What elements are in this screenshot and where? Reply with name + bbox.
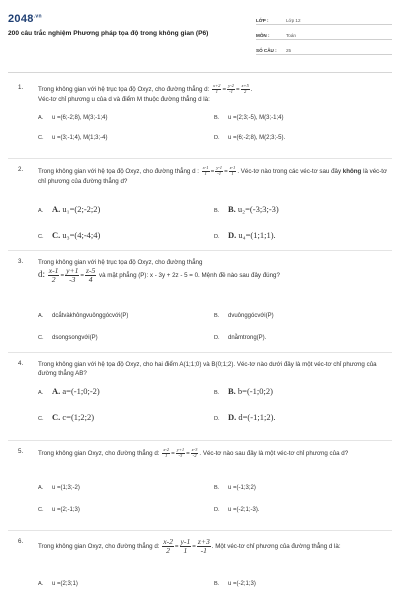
option-a[interactable]: A. dcắtvàkhôngvuônggócvới(P) (38, 313, 129, 319)
option-d[interactable]: D. D. u₄=(1;1;1). (214, 230, 276, 240)
document-meta (256, 14, 392, 59)
question-separator (8, 158, 392, 159)
option-a[interactable]: A. u =(6;-2;8), M(3;-1;4) (38, 115, 108, 121)
question-text: Trong không gian với hệ tọa độ Oxyz, cho đường thẳng d : $\frac{x-1}{1}$ = $\frac{y-1}{-1}$ = $\frac{z-1}{1}$ . Véc-tơ nào trong các véc-tơ sau đây không là véc-tơ chỉ phương của đường thẳng d? (38, 165, 388, 185)
option-c[interactable]: C. u =(3;-1;4), M(1;3;-4) (38, 135, 108, 141)
option-c[interactable]: C. u =(2;-1;3) (38, 507, 80, 513)
question-separator (8, 530, 392, 531)
option-d[interactable]: D. dnằmtrong(P). (214, 335, 267, 341)
option-a[interactable]: A. A. a=(-1;0;-2) (38, 386, 100, 396)
option-b[interactable]: B. B. u₂=(-3;3;-3) (214, 204, 279, 214)
option-d[interactable]: D. u =(-2;1;-3). (214, 507, 260, 513)
option-a[interactable]: A. u =(2;3;1) (38, 581, 78, 587)
question-6: 6. Trong không gian Oxyz, cho đường thẳng d: $\frac{x-2}{2}$ = $\frac{y-1}{1}$ = $\frac{z+3}{-1}$ . Một véc-tơ chỉ phương của đường thẳng d là: A. u =(2;3;1) B. u =(-2;1;3) (8, 538, 392, 598)
option-a[interactable]: A. A. u₁=(2;-2;2) (38, 204, 101, 214)
question-separator (8, 440, 392, 441)
question-text: Trong không gian với hệ tọa độ Oxyz, cho hai điểm A(1;1;0) và B(0;1;2). Véc-tơ nào dưới đây là một véc-tơ chỉ phương của đường thẳng AB? (38, 361, 377, 378)
header-divider (8, 72, 392, 73)
document-title: 200 câu trắc nghiệm Phương pháp tọa độ trong không gian (P6) (8, 30, 209, 37)
option-a[interactable]: A. u =(1;3;-2) (38, 485, 80, 491)
option-b[interactable]: B. u =(-2;1;3) (214, 581, 256, 587)
question-separator (8, 250, 392, 251)
question-2: 2. Trong không gian với hệ tọa độ Oxyz, cho đường thẳng d : $\frac{x-1}{1}$ = $\frac{y-1}{-1}$ = $\frac{z-1}{1}$ . Véc-tơ nào trong các véc-tơ sau đây không là véc-tơ chỉ phương của đường thẳng d? A. A. u₁=(2;-2;2) B. B. u₂=(-3;3;-3) C. C. u₃=(4;-4;4) D. D. u₄=(1;1;1). (8, 166, 392, 242)
option-b[interactable]: B. u =(2;3;-5), M(3;-1;4) (214, 115, 284, 121)
question-4: 4. Trong không gian với hệ tọa độ Oxyz, cho hai điểm A(1;1;0) và B(0;1;2). Véc-tơ nào dưới đây là một véc-tơ chỉ phương của đường thẳng AB? A. A. a=(-1;0;-2) B. B. b=(-1;0;2) C. C. c=(1;2;2) D. D. d=(-1;1;2). (8, 360, 392, 440)
site-logo[interactable]: $2048^{.vn}$ (8, 13, 42, 25)
question-3: 3. Trong không gian với hệ trục tọa độ Oxyz, cho đường thẳng d: $\frac{x-1}{2}$ = $\frac{y+1}{-3}$ = $\frac{z-5}{4}$ và mặt phẳng (P): x - 3y + 2z - 5 = 0. Mệnh đề nào sau đây đúng? A. dcắtvàkhôngvuônggócvới(P) B. dvuônggócvới(P) C. dsongsongvới(P) D. dnằmtrong(P). (8, 258, 392, 348)
question-text: Trong không gian với hệ trục tọa độ Oxyz, cho đường thẳng d: $\frac{x-1}{2}$ = $\frac{y+1}{-3}$ = $\frac{z-5}{4}$ và mặt phẳng (P): x - 3y + 2z - 5 = 0. Mệnh đề nào sau đây đúng? (38, 259, 280, 285)
page-header (8, 12, 392, 56)
question-text: Trong không gian Oxyz, cho đường thẳng d: $\frac{x-2}{2}$ = $\frac{y-1}{1}$ = $\frac{z+3}{-1}$ . Một véc-tơ chỉ phương của đường thẳng d là: (38, 537, 341, 555)
meta-class: LỚP : Lớp 12 (256, 14, 392, 25)
option-b[interactable]: B. u =(-1;3;2) (214, 485, 256, 491)
option-c[interactable]: C. C. c=(1;2;2) (38, 412, 95, 422)
question-text: Trong không gian Oxyz, cho đường thẳng d: $\frac{x-2}{1}$ = $\frac{y+1}{-3}$ = $\frac{z-3}{-2}$ . Véc-tơ nào sau đây là một véc-tơ chỉ phương của d? (38, 447, 349, 458)
option-b[interactable]: B. B. b=(-1;0;2) (214, 386, 273, 396)
question-1: 1. Trong không gian với hệ trục tọa độ Oxyz, cho đường thẳng d: $\frac{x+2}{1}$ = $\frac{y-2}{-1}$ = $\frac{z+5}{2}$ . Véc-tơ chỉ phương u của d và điểm M thuộc đường thẳng d là: A. u =(6;-2;8), M(3;-1;4) B. u =(2;3;-5), M(3;-1;4) C. u =(3;-1;4), M(1;3;-4) D. u =(6;-2;8), M(2;3;-5). (8, 84, 392, 152)
option-d[interactable]: D. D. d=(-1;1;2). (214, 412, 276, 422)
question-text: Trong không gian với hệ trục tọa độ Oxyz, cho đường thẳng d: $\frac{x+2}{1}$ = $\frac{y-2}{-1}$ = $\frac{z+5}{2}$ . Véc-tơ chỉ phương u của d và điểm M thuộc đường thẳng d là: (38, 83, 253, 103)
question-separator (8, 352, 392, 353)
option-c[interactable]: C. C. u₃=(4;-4;4) (38, 230, 101, 240)
meta-subject: MÔN : Toán (256, 29, 392, 40)
option-b[interactable]: B. dvuônggócvới(P) (214, 313, 274, 319)
question-5: 5. Trong không gian Oxyz, cho đường thẳng d: $\frac{x-2}{1}$ = $\frac{y+1}{-3}$ = $\frac{z-3}{-2}$ . Véc-tơ nào sau đây là một véc-tơ chỉ phương của d? A. u =(1;3;-2) B. u =(-1;3;2) C. u =(2;-1;3) D. u =(-2;1;-3). (8, 448, 392, 524)
option-c[interactable]: C. dsongsongvới(P) (38, 335, 98, 341)
meta-question-count: SỐ CÂU : 25 (256, 44, 392, 55)
option-d[interactable]: D. u =(6;-2;8), M(2;3;-5). (214, 135, 286, 141)
